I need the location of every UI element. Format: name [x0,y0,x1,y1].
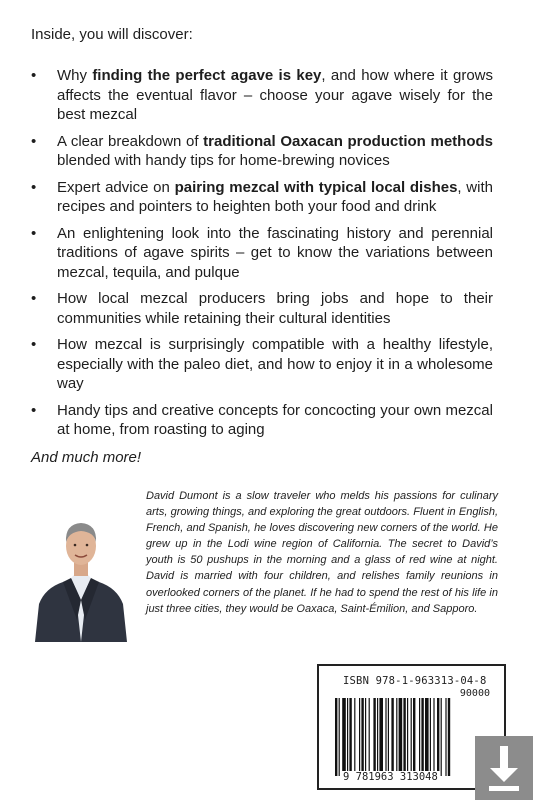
barcode-bar [399,698,403,776]
barcode-bar [359,698,360,776]
barcode-bar [437,698,439,776]
barcode-bar [433,698,434,776]
list-item: • Why finding the perfect agave is key, and how where it grows affects the eventual flavor – choose your agave wisely for the best mezcal [31,66,493,125]
barcode-bar [385,698,386,776]
list-item: • Expert advice on pairing mezcal with typical local dishes, with recipes and pointers to heighten both your food and drink [31,178,493,217]
isbn-text: ISBN 978-1-963313-04-8 [343,675,487,687]
list-item: • A clear breakdown of traditional Oaxacan production methods blended with handy tips for home-brewing novices [31,132,493,171]
download-button[interactable] [475,736,533,800]
author-photo [33,508,129,642]
barcode-bar [419,698,420,776]
author-portrait-icon [33,508,129,642]
barcode-icon [333,698,495,776]
barcode-bar [354,698,355,776]
and-more-text: And much more! [31,449,142,466]
barcode-bar [342,698,346,776]
barcode-bar [373,698,375,776]
price-code: 90000 [459,688,490,699]
barcode-bar [411,698,412,776]
barcode-bar [349,698,351,776]
barcode-bar [377,698,378,776]
barcode-bar [430,698,431,776]
barcode-bar [396,698,397,776]
intro-text: Inside, you will discover: [31,26,193,43]
barcode-bar [369,698,370,776]
barcode-bar [448,698,450,776]
barcode-bar [441,698,442,776]
barcode-bar [413,698,415,776]
barcode-bar [379,698,383,776]
barcode-bar [365,698,366,776]
barcode-bar [361,698,363,776]
barcode-number: 9 781963 313048 [343,771,438,783]
barcode-bar [421,698,423,776]
list-item: • An enlightening look into the fascinating history and perennial traditions of agave spirits – get to know the variations between mezcal, tequila, and pulque [31,224,493,283]
list-item: • Handy tips and creative concepts for concocting your own mezcal at home, from roasting to aging [31,401,493,440]
barcode-bar [445,698,446,776]
barcode-bar [339,698,340,776]
author-bio: David Dumont is a slow traveler who melds his passions for culinary arts, growing things, and exploring the great outdoors. Fluent in English, French, and Spanish, he loves discovering new corners of the world. He grew up in the Lodi wine region of California. The secret to David’s youth is 50 pushups in the morning and a glass of red wine at night. David is married with four children, and relishes family reunions in overlooked corners of the planet. If he had to spend the rest of his life in just three cities, they would be Oaxaca, Saint-Émilion, and Sapporo. [146,490,498,615]
barcode-bar [388,698,389,776]
download-arrow-icon [475,736,533,800]
barcode-bar [403,698,405,776]
barcode-bar [391,698,393,776]
list-item: • How local mezcal producers bring jobs and hope to their communities while retaining their cultural identities [31,289,493,328]
feature-list [31,66,493,447]
barcode-bar [347,698,348,776]
barcode-bar [425,698,429,776]
barcode-bar [407,698,408,776]
barcode-bar [335,698,337,776]
list-item: • How mezcal is surprisingly compatible with a healthy lifestyle, especially with the paleo diet, and how to enjoy it in a wholesome way [31,335,493,394]
